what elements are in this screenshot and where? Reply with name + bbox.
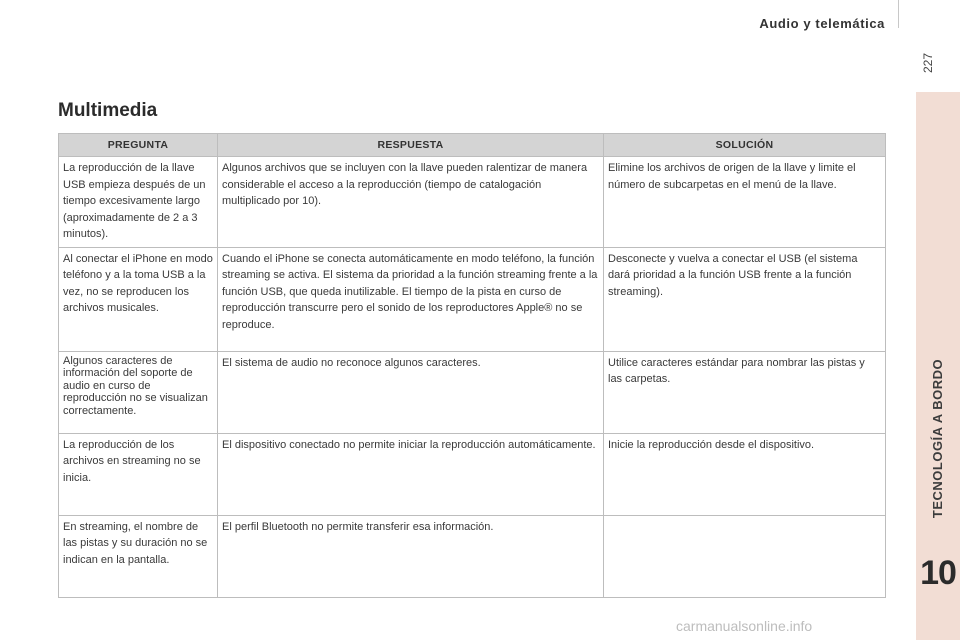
cell-pregunta: La reproducción de los archivos en streaming no se inicia. (59, 433, 218, 515)
chapter-label-text: TECNOLOGÍA A BORDO (930, 358, 946, 518)
cell-solucion: Utilice caracteres estándar para nombrar las pistas y las carpetas. (604, 351, 886, 433)
cell-respuesta: Algunos archivos que se incluyen con la llave pueden ralentizar de manera considerable el acceso a la reproducción (tiempo de catalogación multiplicado por 10). (218, 157, 604, 248)
cell-solucion: Inicie la reproducción desde el dispositivo. (604, 433, 886, 515)
page-header-title: Audio y telemática (759, 16, 885, 31)
cell-pregunta: Al conectar el iPhone en modo teléfono y a la toma USB a la vez, no se reproducen los archivos musicales. (59, 247, 218, 351)
table-row (59, 433, 886, 515)
section-title: Multimedia (58, 100, 158, 121)
column-header-pregunta: PREGUNTA (59, 134, 218, 157)
page-number: 227 (921, 52, 935, 74)
cell-respuesta: El perfil Bluetooth no permite transferir esa información. (218, 515, 604, 597)
cell-solucion (604, 515, 886, 597)
chapter-number: 10 (920, 554, 956, 592)
column-header-respuesta: RESPUESTA (218, 134, 604, 157)
table-row (59, 515, 886, 597)
cell-solucion: Desconecte y vuelva a conectar el USB (el sistema dará prioridad a la función USB frente a la función streaming). (604, 247, 886, 351)
table-row (59, 351, 886, 433)
chapter-label (918, 328, 958, 548)
cell-respuesta: El dispositivo conectado no permite iniciar la reproducción automáticamente. (218, 433, 604, 515)
header-divider (898, 0, 899, 28)
cell-solucion: Elimine los archivos de origen de la llave y limite el número de subcarpetas en el menú de la llave. (604, 157, 886, 248)
table-row (59, 247, 886, 351)
cell-respuesta: Cuando el iPhone se conecta automáticamente en modo teléfono, la función streaming se activa. El sistema da prioridad a la función streaming frente a la función USB, que queda inutilizable. El tiempo de la pista en curso de reproducción transcurre pero el sonido de los reproductores Apple® no se reproduce. (218, 247, 604, 351)
cell-pregunta: Algunos caracteres de información del soporte de audio en curso de reproducción no se visualizan correctamente. (59, 351, 218, 433)
cell-respuesta: El sistema de audio no reconoce algunos caracteres. (218, 351, 604, 433)
table-header-row (59, 134, 886, 157)
column-header-solucion: SOLUCIÓN (604, 134, 886, 157)
faq-table (58, 133, 886, 598)
table-row (59, 157, 886, 248)
cell-pregunta: En streaming, el nombre de las pistas y su duración no se indican en la pantalla. (59, 515, 218, 597)
cell-pregunta: La reproducción de la llave USB empieza después de un tiempo excesivamente largo (aproximadamente de 2 a 3 minutos). (59, 157, 218, 248)
chapter-side-tab (916, 92, 960, 640)
watermark-text: carmanualsonline.info (676, 618, 813, 634)
